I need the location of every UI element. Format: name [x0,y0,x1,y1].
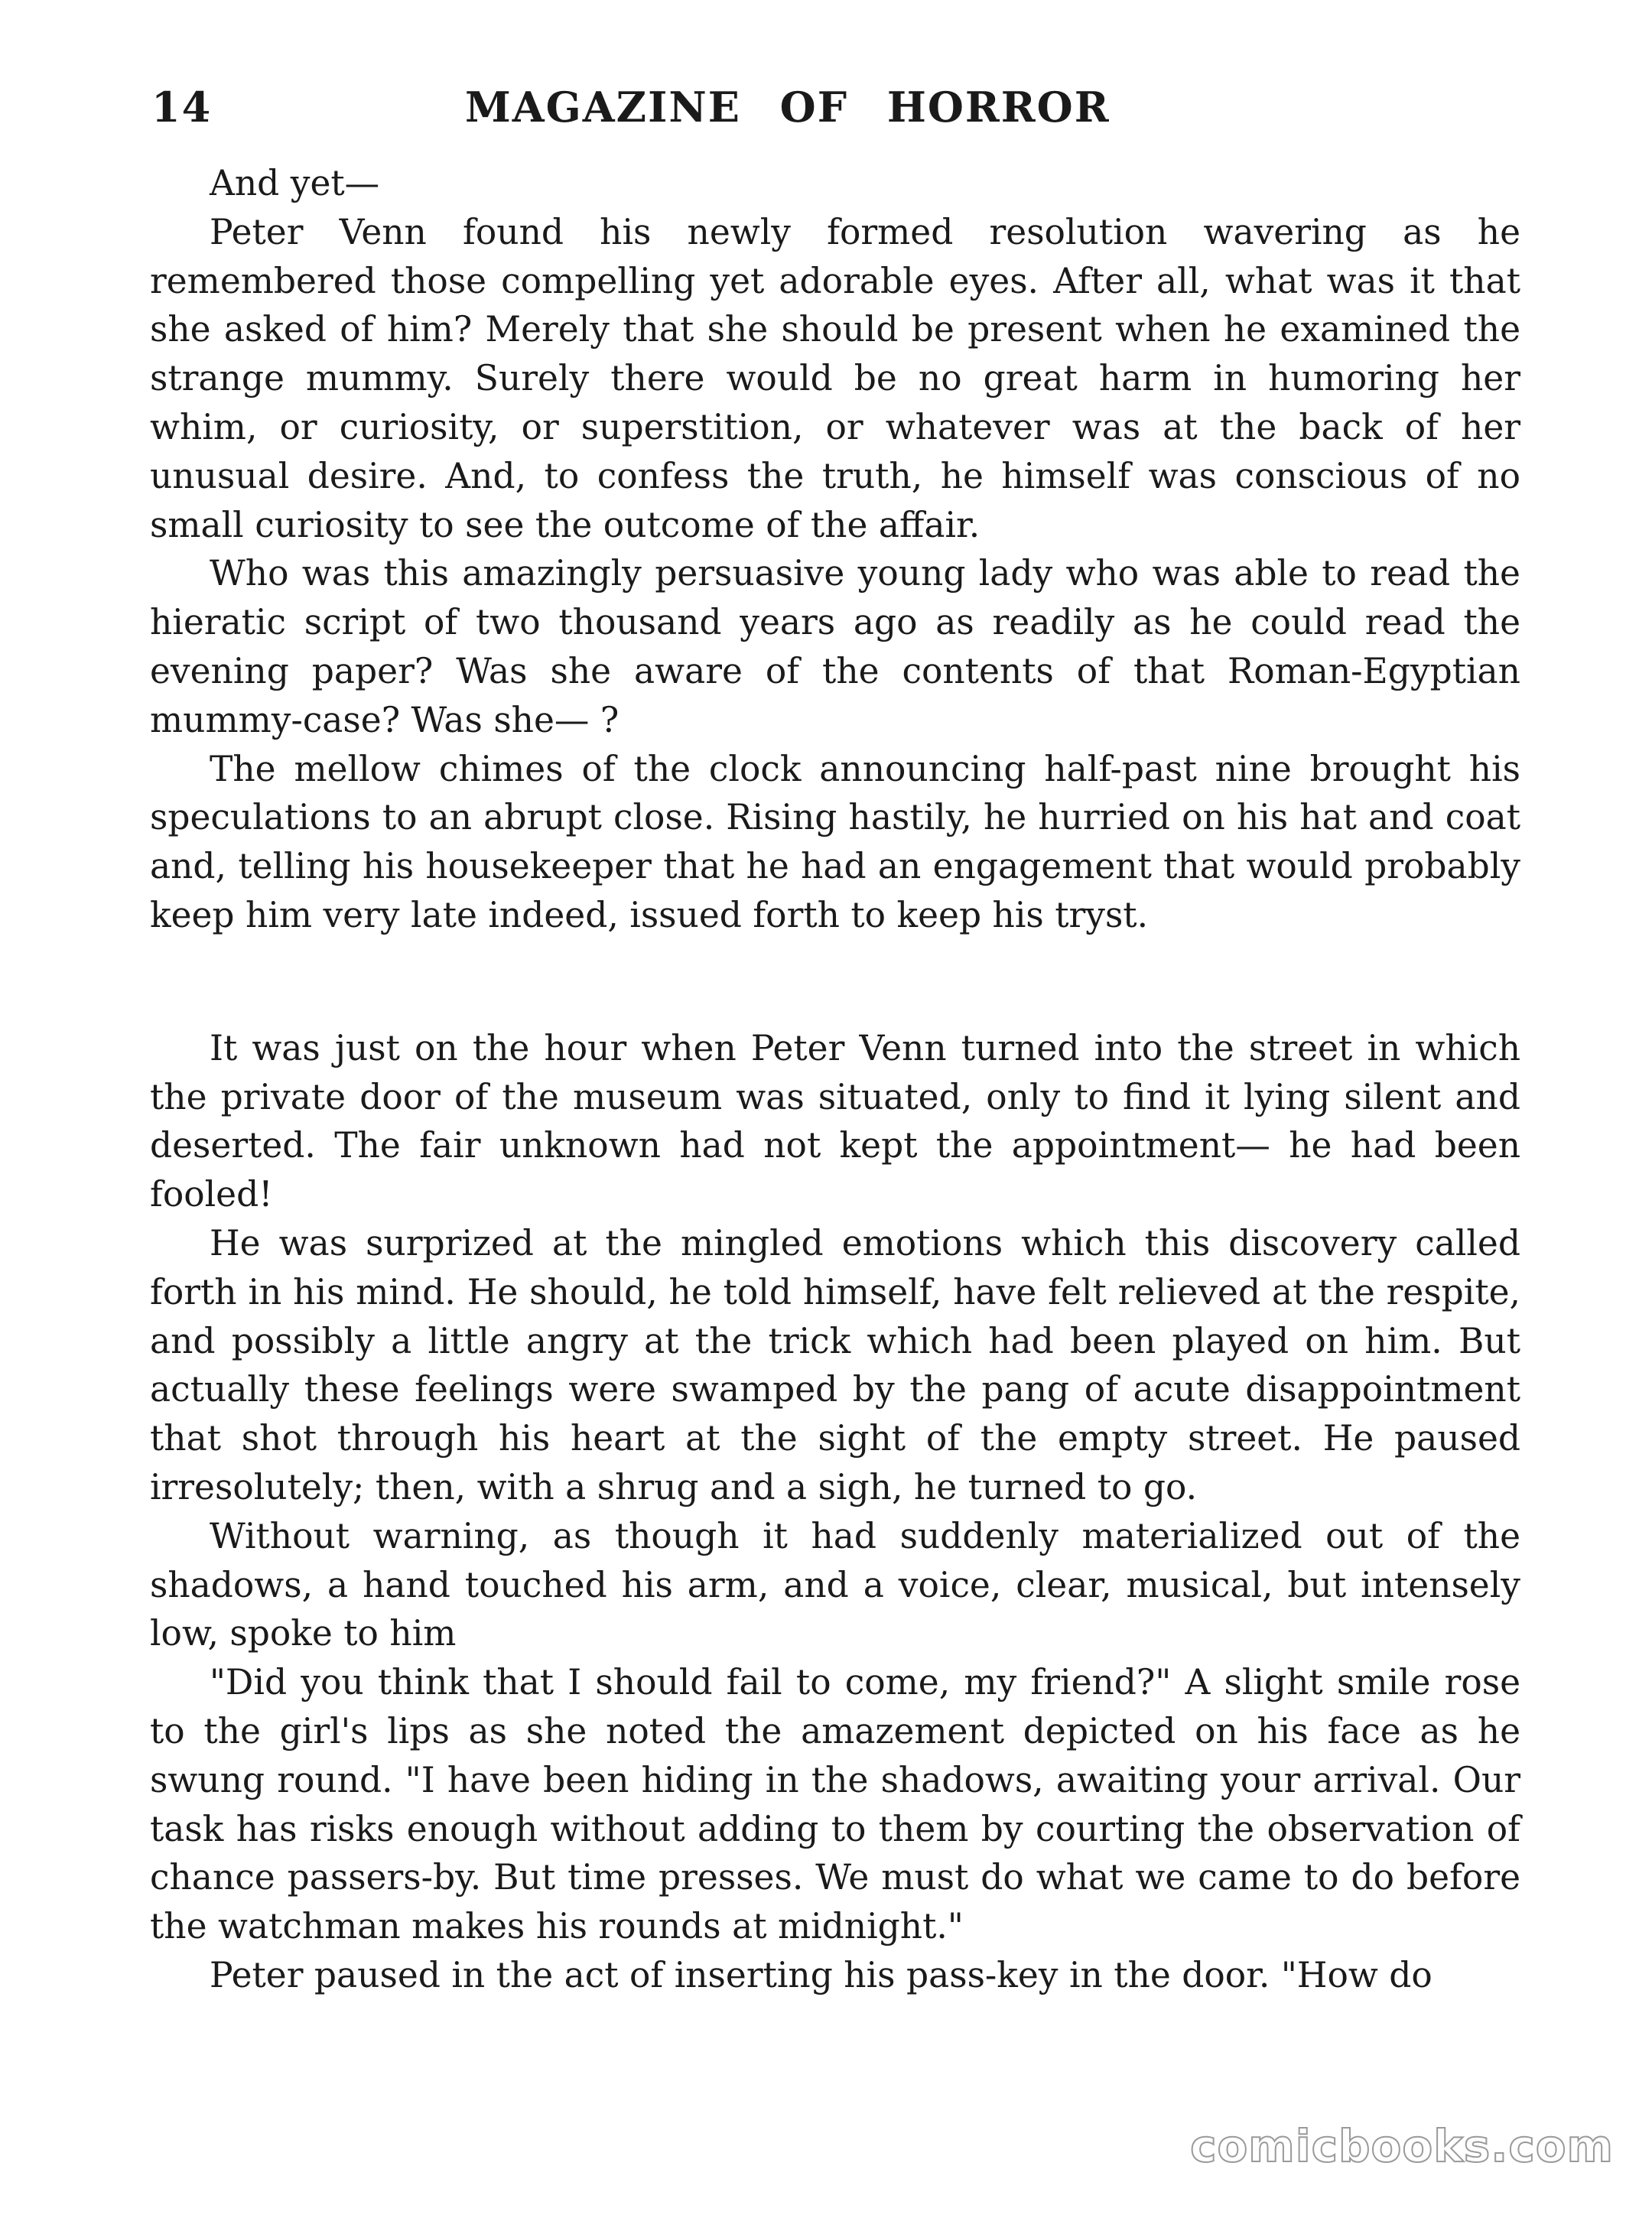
paragraph: It was just on the hour when Peter Venn turned into the street in which the private door of the museum was situated, only to find it lying silent and deserted. The fair unknown had not kept the appointment— he had been fooled! [150,1027,1520,1215]
paragraph: The mellow chimes of the clock announcing half-past nine brought his speculations to an abrupt close. Rising hastily, he hurried on his hat and coat and, telling his housekeeper that he had an engagement that would probably keep him very late indeed, issued forth to keep his tryst. [150,748,1520,935]
paragraph: Without warning, as though it had suddenly materialized out of the shadows, a hand touched his arm, and a voice, clear, musical, but intensely low, spoke to him [150,1515,1520,1654]
magazine-title: MAGAZINE OF HORROR [465,83,1111,132]
running-head [151,83,1528,151]
paragraph: Peter Venn found his newly formed resolution wavering as he remembered those compelling yet adorable eyes. After all, what was it that she asked of him? Merely that she should be present when he examined the strange mummy. Surely there would be no great harm in humoring her whim, or curiosity, or superstition, or whatever was at the back of her unusual desire. And, to confess the truth, he himself was conscious of no small curiosity to see the outcome of the affair. [150,211,1520,545]
paragraph: And yet— [210,163,380,203]
watermark: comicbooks.com [1190,2120,1614,2172]
paragraph: Peter paused in the act of inserting his pass-key in the door. "How do [210,1954,1432,1995]
page-number: 14 [151,83,213,132]
paragraph: Who was this amazingly persuasive young lady who was able to read the hieratic script of two thousand years ago as readily as he could read the evening paper? Was she aware of the contents of that Roman-Egyptian mummy-case? Was she— ? [150,553,1520,740]
paragraph: He was surprized at the mingled emotions which this discovery called forth in his mind. He should, he told himself, have felt relieved at the respite, and possibly a little angry at the trick which had been played on him. But actually these feelings were swamped by the pang of acute disappointment that shot through his heart at the sight of the empty street. He paused irresolutely; then, with a shrug and a sigh, he turned to go. [150,1222,1520,1507]
story-text [150,159,1520,2000]
paragraph: "Did you think that I should fail to come, my friend?" A slight smile rose to the girl's lips as she noted the amazement depicted on his face as he swung round. "I have been hiding in the shadows, awaiting your arrival. Our task has risks enough without adding to them by courting the observation of chance passers-by. But time presses. We must do what we came to do before the watchman makes his rounds at midnight." [150,1662,1520,1947]
